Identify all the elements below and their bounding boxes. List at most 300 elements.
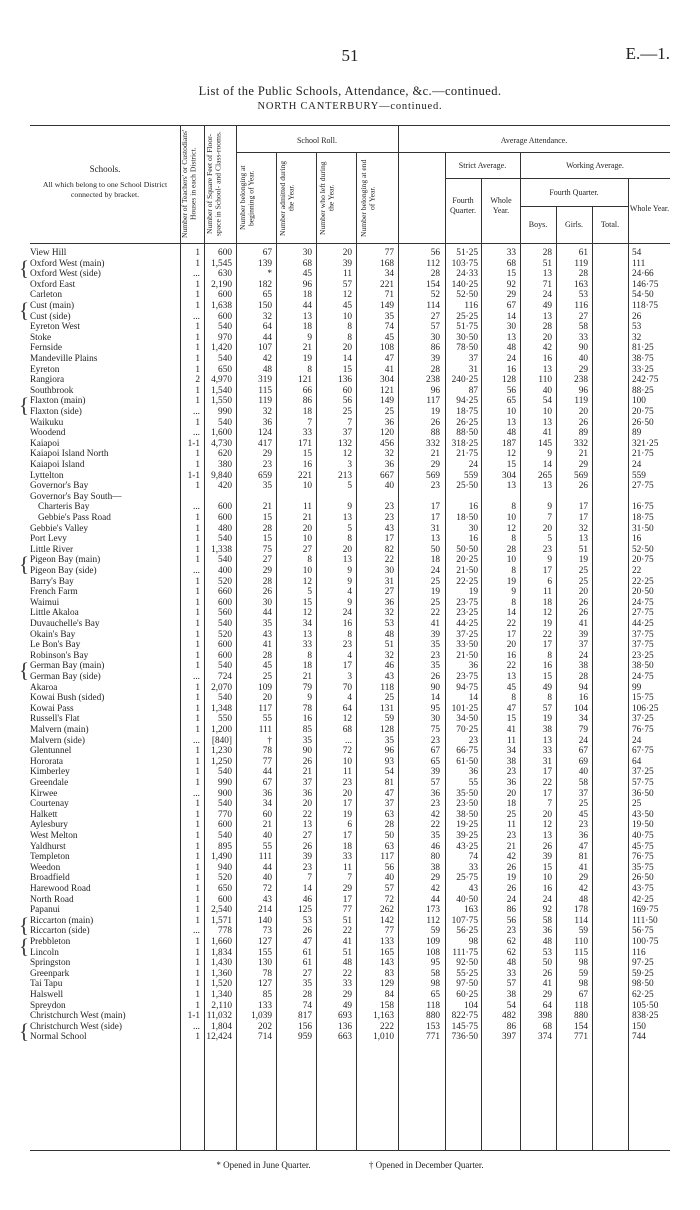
cell: 56·25 [456,926,478,937]
cell: 67 [578,746,588,757]
cell: 9 [547,555,552,566]
school-name: Riccarton (main) [30,915,94,926]
cell: 17 [506,629,516,640]
table-row [30,534,670,545]
cell: 7 [307,873,312,884]
table-row [30,407,670,418]
total-header: Total. [600,220,620,229]
cell: 27 [302,831,312,841]
cell: 28 [262,576,272,587]
cell: 40 [384,873,394,884]
cell: 18 [342,841,352,852]
cell: 9 [307,332,312,343]
cell: 1 [195,703,200,714]
cell: 46 [384,661,394,672]
cell: 106·25 [632,703,659,714]
cell: 25 [384,693,394,704]
cell: 73 [262,926,272,937]
cell: 37·75 [632,629,654,640]
cell: 13 [542,417,552,428]
roll-end-header: Number belonging at end of Year. [359,159,377,237]
cell: 117 [426,396,440,407]
cell: 84 [384,990,394,1000]
cell: 107 [258,343,272,354]
cell: 25 [384,407,394,417]
cell: 520 [218,576,232,587]
cell: 2,540 [211,905,232,916]
cell: 1,804 [211,1021,232,1032]
cell: 150 [632,1021,646,1032]
cell: 16 [542,884,552,894]
cell: 31 [468,364,478,375]
cell: 17 [342,661,352,672]
cell: 9 [547,502,552,513]
cell: 2,070 [211,682,232,693]
cell: ... [345,735,352,746]
cell: 23 [430,799,440,810]
table-row [30,333,670,344]
cell: 659 [258,470,272,481]
school-name: Fernside [30,343,63,354]
cell: 68 [302,258,312,269]
cell: 58 [578,778,588,788]
school-name: Greenpark [30,968,70,979]
cell: 44·25 [632,619,654,629]
cell: 101·25 [451,703,478,714]
cell: 45 [262,661,272,672]
cell: 55·25 [456,968,478,979]
school-roll-header: School Roll. [296,136,337,145]
cell: 990 [218,407,232,417]
cell: 68 [542,1021,552,1032]
table-row [30,704,670,715]
cell: 221 [380,279,394,290]
document-reference: E.—1. [625,44,670,63]
cell: 9 [347,576,352,587]
cell: 95 [430,958,440,969]
cell: 24 [542,290,552,301]
cell: 165 [380,947,394,958]
cell: 79 [302,682,312,693]
cell: 18·75 [456,407,478,417]
cell: 13 [578,534,588,545]
cell: 98 [578,979,588,990]
cell: 13 [430,534,440,545]
cell: 40 [542,385,552,396]
school-name: Templeton [30,852,70,863]
cell: 304 [502,470,516,481]
cell: 559 [632,470,646,481]
cell: 10 [342,311,352,322]
cell: 20 [302,799,312,810]
cell: 44 [262,767,272,778]
school-name: Kaiapoi Island North [30,449,109,460]
cell: 1 [195,958,200,969]
school-name: Malvern (main) [30,725,89,735]
cell: 16 [302,714,312,725]
cell: 76·75 [632,725,654,735]
cell: 116 [632,947,646,958]
school-name: Pigeon Bay (side) [30,566,97,576]
cell: 43 [468,884,478,894]
table-row [30,746,670,757]
school-name: Kowai Pass [30,703,74,714]
cell: 119 [258,396,272,407]
school-name: Governor's Bay South— [30,491,122,502]
school-name: Papanui [30,905,60,916]
cell: 20 [262,693,272,704]
school-name: Tai Tapu [30,979,63,990]
cell: 136 [338,1021,352,1032]
cell: 49 [542,682,552,693]
school-name: Pigeon Bay (main) [30,555,101,566]
working-fourth-quarter-header: Fourth Quarter. [549,188,599,197]
cell: 37·75 [632,640,654,651]
school-name: Weedon [30,862,61,873]
cell: 32 [262,407,272,417]
school-name: Duvauchelle's Bay [30,619,100,629]
table-row [30,269,670,280]
cell: 50 [430,544,440,555]
cell: 1 [195,831,200,841]
cell: 46 [430,841,440,852]
cell: 895 [218,841,232,852]
cell: 136 [338,375,352,386]
cell: 36 [430,788,440,799]
cell: 1 [195,322,200,333]
cell: 19 [542,714,552,725]
table-row [30,481,670,492]
cell: 15 [506,269,516,280]
school-name: Cust (main) [30,301,75,311]
cell: 822·75 [451,1011,478,1022]
cell: 35 [384,311,394,322]
cell: 41 [384,364,394,375]
cell: 45 [578,809,588,820]
cell: 27 [302,968,312,979]
cell: 17 [430,513,440,523]
cell: 71 [542,279,552,290]
cell: 36 [578,831,588,841]
cell: 540 [218,619,232,629]
cell: 129 [380,979,394,990]
fourth-quarter-rule [520,206,628,207]
cell: 24 [632,735,642,746]
cell: 119 [574,258,588,269]
table-row [30,630,670,641]
cell: 13 [302,820,312,831]
cell: ... [193,788,200,799]
cell: ... [193,502,200,513]
cell: 22 [542,629,552,640]
cell: 600 [218,640,232,651]
cell: 150 [258,301,272,311]
schools-note: All which belong to one School District connected by bracket. [42,180,168,199]
cell: 79 [578,725,588,735]
cell: 54 [506,1000,516,1011]
cell: 1 [195,884,200,894]
cell: 1,571 [211,915,232,926]
table-row [30,428,670,439]
cell: 53 [578,290,588,301]
cell: 69 [578,756,588,767]
table-row [30,1022,670,1033]
cell: 145·75 [451,1021,478,1032]
cell: 42·25 [632,894,654,905]
cell: 187 [502,438,516,449]
cell: 29 [262,449,272,460]
cell: 71 [384,290,394,301]
cell: 21 [262,820,272,831]
cell: 23 [542,544,552,555]
cell: 1 [195,576,200,587]
cell: 8 [347,534,352,545]
school-name: Oxford West (side) [30,269,101,280]
cell: 242·75 [632,375,659,386]
cell: 39 [342,258,352,269]
cell: 26 [542,968,552,979]
table-row [30,810,670,821]
cell: 40 [384,481,394,492]
cell: 630 [218,269,232,280]
table-row [30,958,670,969]
cell: 27 [578,311,588,322]
cell: 109 [426,937,440,947]
cell: 600 [218,248,232,258]
cell: 1 [195,544,200,555]
cell: 98 [468,937,478,947]
cell: 24 [542,894,552,905]
cell: 23 [384,513,394,523]
strict-fourth-quarter-header: Fourth Quarter. [450,196,476,215]
cell: 23·75 [456,597,478,608]
cell: 85 [302,725,312,735]
cell: 7 [307,417,312,428]
cell: 22 [542,778,552,788]
school-name: Stoke [30,332,52,343]
table-row [30,736,670,747]
cell: * [267,269,272,280]
cell: 20 [302,523,312,534]
cell: 30 [468,523,478,534]
footnote-december: † Opened in December Quarter. [368,1160,484,1170]
cell: 20 [542,332,552,343]
cell: 29 [342,990,352,1000]
cell: 8 [547,693,552,704]
cell: 26 [578,608,588,619]
cell: 96 [384,746,394,757]
cell: 72 [262,884,272,894]
cell: 22 [342,926,352,937]
page-number: 51 [341,46,359,65]
table-row [30,449,670,460]
cell: 48 [506,428,516,439]
table-row [30,354,670,365]
cell: 36 [468,661,478,672]
cell: 52 [430,290,440,301]
cell: 62·25 [632,990,654,1000]
cell: 35·75 [632,862,654,873]
cell: 9 [347,597,352,608]
cell: 214 [258,905,272,916]
cell: 51 [342,915,352,926]
cell: 663 [338,1032,352,1043]
cell: 8 [511,597,516,608]
table-row [30,301,670,312]
school-name: Gebbie's Pass Road [38,513,111,523]
table-row [30,831,670,842]
cell: 72 [384,894,394,905]
table-row [30,439,670,450]
cell: 540 [218,799,232,810]
cell: 39 [430,629,440,640]
cell: [840] [211,735,232,746]
cell: 22 [506,619,516,629]
cell: 77 [262,756,272,767]
school-name: Kaiapoi [30,438,60,449]
cell: 39 [302,852,312,863]
cell: 23·25 [456,608,478,619]
cell: 36 [384,460,394,470]
table-bottom-rule [30,1150,670,1151]
cell: 1 [195,947,200,958]
cell: 24 [506,354,516,364]
cell: 1,250 [211,756,232,767]
cell: 45 [384,332,394,343]
cell: 59·25 [632,968,654,979]
district-brace: { [19,552,30,577]
cell: 83 [384,968,394,979]
cell: 1,834 [211,947,232,958]
cell: 78 [302,703,312,714]
cell: 118 [574,1000,588,1011]
cell: 332 [574,438,588,449]
cell: 57 [384,884,394,894]
cell: 8 [547,650,552,661]
cell: 9 [347,502,352,513]
cell: 25 [578,576,588,587]
cell: 21 [302,767,312,778]
strict-whole-year-header: Whole Year. [490,196,512,215]
cell: 27·75 [632,481,654,492]
cell: 29 [578,460,588,470]
cell: 540 [218,417,232,428]
cell: 12 [506,449,516,460]
cell: 16 [506,650,516,661]
cell: 149 [380,301,394,311]
table-row [30,471,670,482]
cell: 28 [542,322,552,333]
cell: 12 [342,290,352,301]
cell: 900 [218,788,232,799]
cell: 154 [574,1021,588,1032]
cell: 95 [430,703,440,714]
cell: 111 [632,258,646,269]
cell: 78 [262,746,272,757]
cell: 1 [195,555,200,566]
table-row [30,937,670,948]
cell: 15 [302,449,312,460]
cell: 66 [302,385,312,396]
cell: 49 [342,1000,352,1011]
cell: 36 [542,926,552,937]
table-row [30,248,670,259]
cell: 13 [342,513,352,523]
cell: 31 [542,756,552,767]
cell: 1 [195,661,200,672]
cell: 105·50 [632,1000,659,1011]
table-row [30,1001,670,1012]
cell: 50·50 [456,544,478,555]
school-name: Riccarton (side) [30,926,90,937]
cell: 65 [262,290,272,301]
cell: 81·25 [632,343,654,354]
cell: 18 [302,290,312,301]
header-bottom-rule [30,243,670,244]
table-row [30,343,670,354]
cell: 1 [195,968,200,979]
cell: 9 [347,566,352,576]
cell: 319 [258,375,272,386]
cell: 10 [302,566,312,576]
cell: 33·50 [456,640,478,651]
cell: 23 [302,862,312,873]
cell: 18 [542,597,552,608]
cell: 42 [430,809,440,820]
cell: 1 [195,396,200,407]
cell: 17 [384,534,394,545]
cell: 29 [262,566,272,576]
cell: 16 [302,460,312,470]
cell: 20 [542,523,552,534]
school-name: Governor's Bay [30,481,89,492]
table-row [30,778,670,789]
cell: 1 [195,332,200,343]
cell: ... [193,566,200,576]
cell: 15 [262,534,272,545]
cell: 1 [195,619,200,629]
cell: 17 [342,831,352,841]
cell: 265 [538,470,552,481]
cell: 42 [578,884,588,894]
school-name: Port Levy [30,534,67,545]
cell: 51·25 [456,248,478,258]
cell: 139 [258,258,272,269]
table-row [30,396,670,407]
cell: 10 [302,534,312,545]
table-row [30,757,670,768]
cell: 482 [502,1011,516,1022]
cell: 600 [218,650,232,661]
cell: 7 [547,513,552,523]
cell: 52·50 [632,544,654,555]
working-whole-year-header: Whole Year. [629,204,670,213]
cell: 53 [384,619,394,629]
cell: 4,730 [211,438,232,449]
cell: 118 [426,1000,440,1011]
cell: 13 [542,269,552,280]
cell: 8 [511,693,516,704]
cell: 44·25 [456,619,478,629]
cell: 14 [302,884,312,894]
cell: 13 [542,735,552,746]
cell: 23 [262,460,272,470]
cell: 39 [430,354,440,364]
cell: 1 [195,449,200,460]
school-name: Yaldhurst [30,841,66,852]
cell: 660 [218,587,232,598]
cell: 20·75 [632,555,654,566]
